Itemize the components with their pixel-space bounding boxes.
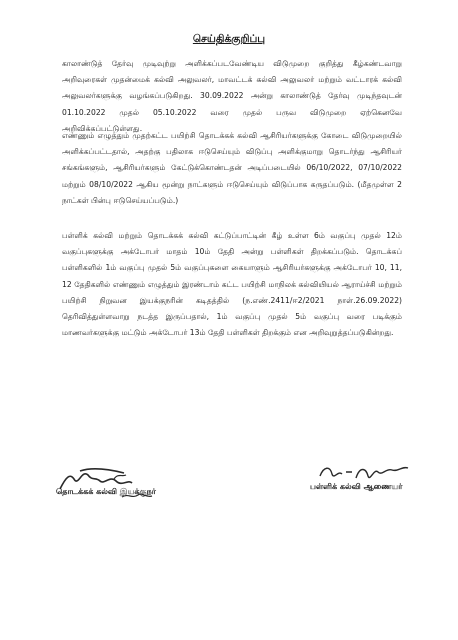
document-title: செய்திக்குறிப்பு	[192, 33, 266, 45]
paragraph-school-reopening: பள்ளிக் கல்வி மற்றும் தொடக்கக் கல்வி கட்டுப்பாட்டின் கீழ் உள்ள 6ம் வகுப்பு முதல் 12ம் வகுப்புகளுக்கு அக்டோபர் மாதம் 10ம் தேதி அன்று பள்ளிகள் திறக்கப்படும். தொடக்கப் பள்ளிகளில் 1ம் வகுப்பு முதல் 5ம் வகுப்புகளை கையாளும் ஆசிரியர்களுக்கு அக்டோபர் 10, 11, 12 தேதிகளில் எண்ணும் எழுத்தும் இரண்டாம் கட்ட பயிற்சி மாநிலக் கல்வியியல் ஆராய்ச்சி மற்றும் பயிற்சி நிறுவன இயக்குநரின் கடிதத்தில் (ந.எண்.2411/ஈ2/2021 நாள்.26.09.2022) தெரிவித்துள்ளவாறு நடத்த இருப்பதால், 1ம் வகுப்பு முதல் 5ம் வகுப்பு வரை படிக்கும் மாணவர்களுக்கு மட்டும் அக்டோபர் 13ம் தேதி பள்ளிகள் திறக்கும் என அறிவுறுத்தப்படுகின்றது.	[62, 231, 402, 338]
director-title: தொடக்கக் கல்வி இயக்குநர்	[56, 487, 156, 496]
director-signature	[52, 457, 182, 507]
commissioner-title: பள்ளிக் கல்வி ஆணையர்	[310, 482, 403, 491]
paragraph-holiday-notice: காலாண்டுத் தேர்வு முடிவுற்று அளிக்கப்படவேண்டிய விடுமுறை குறித்து கீழ்கண்டவாறு அறிவுரைகள் முதன்மைக் கல்வி அலுவலர், மாவட்டக் கல்வி அலுவலர் மற்றும் வட்டாரக் கல்வி அலுவலர்களுக்கு வழங்கப்படுகிறது. 30.09.2022 அன்று காலாண்டுத் தேர்வு முடிந்தவுடன் 01.10.2022 முதல் 05.10.2022 வரை முதல் பருவ விடுமுறை ஏற்கெனவே அறிவிக்கப்பட்டுள்ளது.	[62, 59, 402, 133]
paragraph-compensatory-leave: எண்ணும் எழுத்தும் முதற்கட்ட பயிற்சி தொடக்கக் கல்வி ஆசிரியர்களுக்கு கோடை விடுமுறையில் அளிக்கப்பட்டதால், அதற்கு பதிலாக ஈடுசெய்யும் விடுப்பு அளிக்குமாறு தொடர்ந்து ஆசிரியர் சங்கங்களும், ஆசிரியர்களும் கேட்டுக்கொண்டதன் அடிப்படையில் 06/10/2022, 07/10/2022 மற்றும் 08/10/2022 ஆகிய மூன்று நாட்களும் ஈடுசெய்யும் விடுப்பாக கருதப்படும். (மீதமுள்ள 2 நாட்கள் பின்பு ஈடுசெய்யப்படும்.)	[62, 131, 402, 205]
